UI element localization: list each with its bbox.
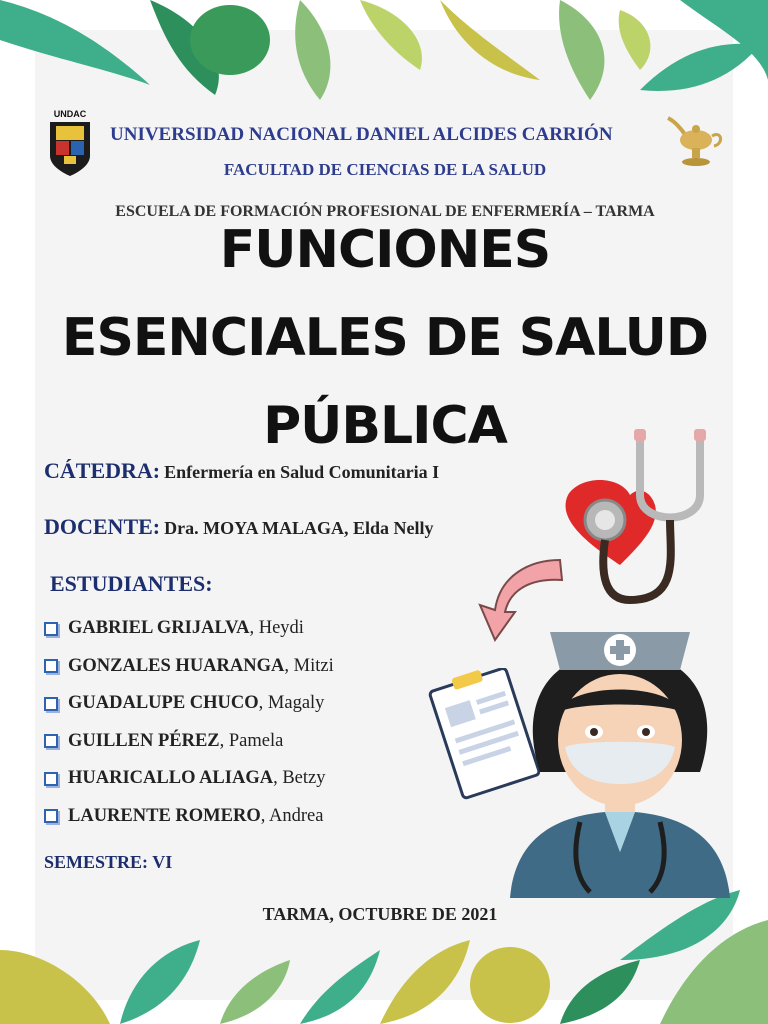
undac-logo [44,108,96,178]
date-line: TARMA, OCTUBRE DE 2021 [262,904,498,924]
student-surname: GABRIEL GRIJALVA [68,618,250,639]
university-name: UNIVERSIDAD NACIONAL DANIEL ALCIDES CARRIÓN [110,124,613,145]
student-name: , Magaly [258,693,325,714]
checkbox-bullet-icon [44,772,58,786]
list-item [44,685,334,723]
nursing-lamp-icon [664,100,726,170]
checkbox-bullet-icon [44,697,58,711]
catedra-row [44,458,439,484]
semestre-label: SEMESTRE: [44,852,149,872]
list-item [44,610,334,648]
list-item [44,723,334,761]
stethoscope-heart-icon [560,425,720,605]
checkbox-bullet-icon [44,809,58,823]
student-name: , Mitzi [284,655,334,676]
student-surname: GONZALES HUARANGA [68,655,285,676]
checkbox-bullet-icon [44,734,58,748]
svg-text:UNDAC: UNDAC [53,109,87,119]
student-name: , Heydi [249,618,304,639]
student-surname: GUILLEN PÉREZ [68,730,220,751]
list-item [44,648,334,686]
students-list [44,610,334,835]
nurse-illustration [510,622,730,898]
catedra-value: Enfermería en Salud Comunitaria I [164,462,440,482]
student-surname: HUARICALLO ALIAGA [68,768,274,789]
docente-value: Dra. MOYA MALAGA, Elda Nelly [164,518,434,538]
students-heading: ESTUDIANTES: [50,571,213,596]
school-name: ESCUELA DE FORMACIÓN PROFESIONAL DE ENFERMERÍA – TARMA [115,203,655,220]
student-name: , Pamela [219,730,284,751]
semestre-value: VI [152,852,173,872]
title-line-3: PÚBLICA [263,396,507,456]
student-surname: GUADALUPE CHUCO [68,693,259,714]
student-surname: LAURENTE ROMERO [68,805,261,826]
semestre-row [44,852,172,873]
title-line-2: ESENCIALES DE SALUD [61,308,709,368]
docente-row [44,514,433,540]
title-line-1: FUNCIONES [219,220,551,280]
student-name: , Andrea [260,805,324,826]
catedra-label: CÁTEDRA: [44,458,161,483]
faculty-name: FACULTAD DE CIENCIAS DE LA SALUD [223,160,547,179]
docente-label: DOCENTE: [44,514,161,539]
checkbox-bullet-icon [44,622,58,636]
checkbox-bullet-icon [44,659,58,673]
list-item [44,760,334,798]
student-name: , Betzy [273,768,326,789]
leaves-top-decoration [0,0,768,110]
list-item [44,798,334,836]
